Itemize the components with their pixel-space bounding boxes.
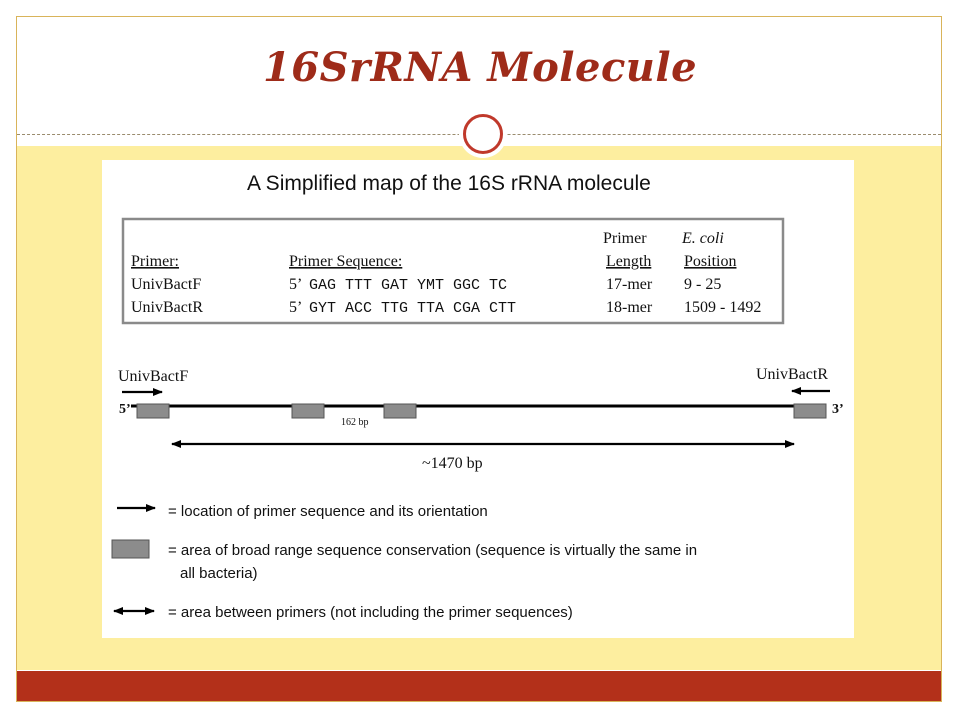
conserved-region-box: [292, 404, 324, 418]
table-cell-position: 1509 - 1492: [684, 299, 762, 316]
left-primer-label: UnivBactF: [118, 368, 189, 385]
table-cell-length: 17-mer: [606, 276, 653, 293]
table-cell-primer: UnivBactR: [131, 299, 203, 316]
legend-item-conservation-cont: all bacteria): [180, 565, 258, 582]
legend-item-primer: = location of primer sequence and its orientation: [168, 503, 488, 520]
slide-title: 16SrRNA Molecule: [262, 44, 698, 91]
amplicon-span-label: ~1470 bp: [422, 455, 483, 472]
table-cell-sequence: GAG TTT GAT YMT GGC TC: [309, 277, 508, 294]
footer-bar: [17, 671, 941, 701]
conserved-region-box: [137, 404, 169, 418]
table-header-sequence: Primer Sequence:: [289, 253, 403, 270]
table-cell-length: 18-mer: [606, 299, 653, 316]
table-cell-position: 9 - 25: [684, 276, 722, 293]
table-header-position-top: E. coli: [682, 230, 724, 247]
table-cell-primer: UnivBactF: [131, 276, 202, 293]
table-cell-prime: 5’: [289, 276, 303, 293]
five-prime-label: 5’: [119, 402, 131, 417]
legend-box-icon: [112, 540, 149, 558]
table-cell-sequence: GYT ACC TTG TTA CGA CTT: [309, 300, 517, 317]
right-primer-label: UnivBactR: [756, 366, 828, 383]
legend-item-between-primers: = area between primers (not including the primer sequences): [168, 604, 573, 621]
three-prime-label: 3’: [832, 402, 844, 417]
table-header-position: Position: [684, 253, 737, 270]
figure-heading: A Simplified map of the 16S rRNA molecule: [247, 172, 651, 195]
gap-length-label: 162 bp: [341, 417, 369, 428]
figure-card: [102, 160, 854, 638]
conserved-region-box: [794, 404, 826, 418]
table-header-length-top: Primer: [603, 230, 647, 247]
legend-item-conservation: = area of broad range sequence conservation (sequence is virtually the same in: [168, 542, 698, 559]
table-header-primer: Primer:: [131, 253, 179, 270]
divider-ring-ornament: [463, 114, 503, 154]
conserved-region-box: [384, 404, 416, 418]
table-cell-prime: 5’: [289, 299, 303, 316]
rrna-map-figure: [102, 160, 854, 638]
table-header-length: Length: [606, 253, 652, 270]
